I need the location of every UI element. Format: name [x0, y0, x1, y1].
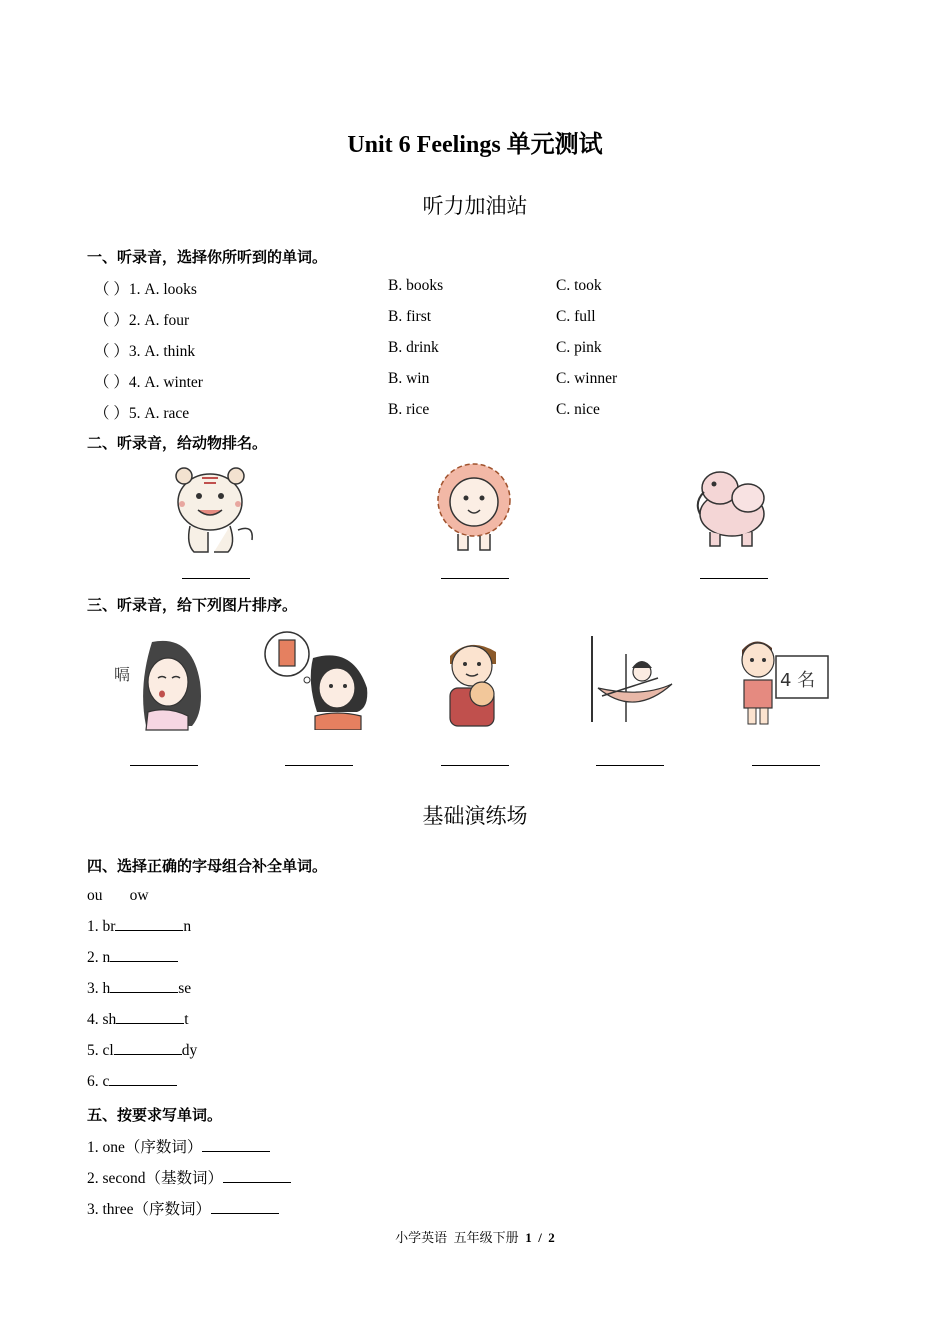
- section-2-heading: 二、听录音，给动物排名。: [87, 434, 268, 452]
- hiccup-text: 嗝: [114, 665, 131, 684]
- answer-blank[interactable]: [130, 765, 198, 766]
- basic-section-title: 基础演练场: [422, 804, 528, 828]
- list-item-prefix: （ ）5. A. race: [94, 405, 190, 422]
- word-end: dy: [181, 1042, 198, 1059]
- answer-blank[interactable]: [109, 1073, 177, 1086]
- answer-blank[interactable]: [115, 918, 183, 931]
- question-text: 2. second（基数词）: [87, 1170, 224, 1187]
- section-4-heading: 四、选择正确的字母组合补全单词。: [87, 857, 328, 875]
- page-footer: [0, 1227, 950, 1246]
- answer-blank[interactable]: [110, 980, 178, 993]
- list-item: [87, 980, 191, 998]
- option-b: B. first: [388, 308, 432, 325]
- section-5-heading: 五、按要求写单词。: [87, 1106, 223, 1124]
- list-item: [87, 1166, 291, 1188]
- listening-section-title: 听力加油站: [422, 194, 528, 218]
- list-item: [87, 1042, 197, 1060]
- list-item-prefix: （ ）2. A. four: [94, 312, 190, 329]
- letter-choices: ou ow: [87, 887, 149, 904]
- word-start: 1. br: [87, 918, 116, 935]
- option-b: B. books: [388, 277, 444, 294]
- word-start: 2. n: [87, 949, 111, 966]
- word-start: 3. h: [87, 980, 111, 997]
- answer-blank[interactable]: [182, 578, 250, 579]
- word-start: 5. cl: [87, 1042, 114, 1059]
- option-c: C. nice: [556, 401, 600, 418]
- answer-blank[interactable]: [202, 1139, 270, 1152]
- word-start: 4. sh: [87, 1011, 117, 1028]
- answer-blank[interactable]: [110, 949, 178, 962]
- list-item: [87, 1197, 279, 1219]
- boy-medal-image: [438, 634, 510, 730]
- option-b: B. win: [388, 370, 430, 387]
- answer-blank[interactable]: [752, 765, 820, 766]
- footer-text: 小学英语 五年级下册: [395, 1230, 526, 1245]
- option-c: C. took: [556, 277, 602, 294]
- word-end: se: [178, 980, 192, 997]
- answer-blank[interactable]: [223, 1170, 291, 1183]
- fourth-place-boy-image: [736, 634, 832, 730]
- word-end: t: [184, 1011, 189, 1028]
- word-end: n: [183, 918, 192, 935]
- list-item: [87, 1073, 177, 1091]
- word-start: 6. c: [87, 1073, 110, 1090]
- answer-blank[interactable]: [116, 1011, 184, 1024]
- lion-image: [428, 460, 520, 554]
- answer-blank[interactable]: [285, 765, 353, 766]
- answer-blank[interactable]: [211, 1201, 279, 1214]
- answer-blank[interactable]: [700, 578, 768, 579]
- answer-blank[interactable]: [441, 578, 509, 579]
- page-title: Unit 6 Feelings 单元测试: [347, 132, 603, 158]
- answer-blank[interactable]: [596, 765, 664, 766]
- list-item-prefix: （ ）1. A. looks: [94, 281, 197, 298]
- tiger-image: [168, 460, 260, 556]
- sign-text: 4 名: [780, 670, 816, 691]
- question-text: 3. three（序数词）: [87, 1201, 211, 1218]
- list-item-prefix: （ ）3. A. think: [94, 343, 196, 360]
- elephant-image: [686, 462, 782, 552]
- answer-blank[interactable]: [114, 1042, 182, 1055]
- section-3-heading: 三、听录音，给下列图片排序。: [87, 596, 298, 614]
- list-item: [87, 1011, 189, 1029]
- section-1-heading: 一、听录音，选择你所听到的单词。: [87, 248, 328, 266]
- option-c: C. pink: [556, 339, 602, 356]
- boat-race-image: [588, 634, 676, 724]
- option-c: C. winner: [556, 370, 618, 387]
- question-text: 1. one（序数词）: [87, 1139, 203, 1156]
- list-item: [87, 949, 178, 967]
- answer-blank[interactable]: [441, 765, 509, 766]
- option-b: B. drink: [388, 339, 439, 356]
- list-item: [87, 1135, 270, 1157]
- list-item-prefix: （ ）4. A. winter: [94, 374, 203, 391]
- hiccup-girl-image: [112, 632, 206, 732]
- thirsty-girl-image: [263, 630, 371, 730]
- page-number: 1 / 2: [525, 1230, 555, 1245]
- list-item: [87, 918, 191, 936]
- option-b: B. rice: [388, 401, 430, 418]
- option-c: C. full: [556, 308, 596, 325]
